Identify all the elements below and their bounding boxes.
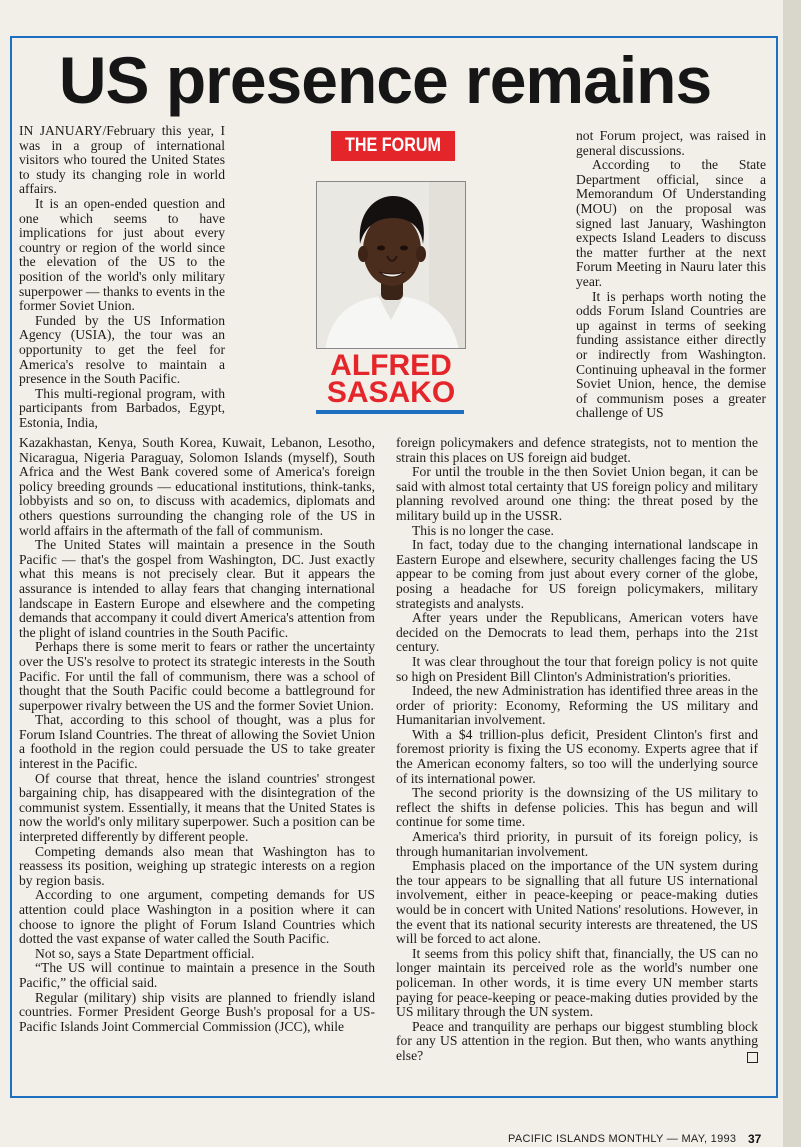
footer-publication: PACIFIC ISLANDS MONTHLY — MAY, 1993 [508,1133,737,1145]
paragraph: That, according to this school of thought, was a plus for Forum Island Countries. The threat of allowing the Soviet Union a foothold in the region could persuade the US to take greater interest in the Pacific. [19,712,375,772]
paragraph: This multi-regional program, with participants from Barbados, Egypt, Estonia, India, [19,385,225,430]
paragraph: Kazakhastan, Kenya, South Korea, Kuwait, Lebanon, Lesotho, Nicaragua, Nigeria Paraguay, Solomon Islands (myself), South Africa and the West Bank covered some of America's foreign policy breeding grounds — educational institutions, think-tanks, lobbyists and so on, to discuss with academics, diplomats and others questions surrounding the changing role of the US in world affairs in the aftermath of the fall of communism. [19,435,375,538]
paragraph: According to the State Department official, since a Memorandum Of Understanding (MOU) on the proposal was signed last January, Washington expects Island Leaders to discuss the matter further at the next Forum Meeting in Nauru later this year. [576,157,766,289]
paragraph: After years under the Republicans, American voters have decided on the Democrats to lead them, perhaps into the 21st century. [396,610,758,655]
paragraph: Emphasis placed on the importance of the UN system during the tour appears to be signalling that all future US international involvement, either in peace-keeping or peace-making duties would be in concert with United Nations' resolutions. However, in the event that its national security interests are threatened, the US will be forced to act alone. [396,858,758,947]
paragraph: According to one argument, competing demands for US attention could place Washington in a position where it can choose to ignore the plight of Forum Island Countries which dotted the vast expanse of water called the South Pacific. [19,887,375,947]
paragraph: It is perhaps worth noting the odds Forum Island Countries are up against in terms of seeking funding assistance either directly or indirectly from Washington. Continuing upheaval in the former Soviet Union, hence, the demise of communism poses a greater challenge of US [576,288,766,421]
author-portrait-icon [317,182,466,349]
author-photo [316,181,466,349]
paragraph: It was clear throughout the tour that foreign policy is not quite so high on President Bill Clinton's Administration's priorities. [396,653,758,684]
paragraph: For until the trouble in the then Soviet Union began, it can be said with almost total certainty that US foreign policy and military planning revolved around one thing: the threat posed by the military build up in the USSR. [396,464,758,523]
page-edge [783,0,801,1147]
paragraph: Not so, says a State Department official. [35,945,255,961]
page-number: 37 [748,1132,762,1146]
paragraph: It is an open-ended question and one which seems to have implications for just about every country or region of the world since the elevation of the US to the position of the world's only military superpower — thanks to events in the former Soviet Union. [19,195,225,314]
paragraph: Perhaps there is some merit to fears or rather the uncertainty over the US's resolve to protect its strategic interests in the South Pacific. For until the fall of communism, there was a school of thought that the South Pacific could become a battleground for superpower rivalry between the US and the former Soviet Union. [19,639,375,713]
paragraph: Indeed, the new Administration has identified three areas in the order of priority: Economy, Reforming the US military and Humanitarian involvement. [396,683,758,728]
paragraph: IN JANUARY/February this year, I was in a group of international visitors who toured the United States to study its changing role in world affairs. [19,123,225,197]
column-2 [19,436,375,1034]
paragraph: not Forum project, was raised in general discussions. [576,128,766,158]
headline: US presence remains [58,43,712,117]
column-3 [576,129,766,421]
paragraph: It seems from this policy shift that, financially, the US can no longer maintain its perceived role as the world's number one policeman. In other words, it is time every UN member starts paying for peace-keeping or peace-making duties provided by the US military through the UN system. [396,945,758,1020]
paragraph [396,1020,758,1064]
paragraph: foreign policymakers and defence strategists, not to mention the strain this places on US foreign aid budget. [396,435,758,465]
paragraph: The United States will maintain a presence in the South Pacific — that's the gospel from Washington, DC. Just exactly what this means is not precisely clear. But it appears the assurance is intended to allay fears that changing international landscape in Eastern Europe and elsewhere and the competing demands that accompany it could divert America's attention from the plight of island countries in the South Pacific. [19,537,375,640]
paragraph: Funded by the US Information Agency (USIA), the tour was an opportunity to get the feel for America's resolve to maintain a presence in the South Pacific. [19,312,225,387]
paragraph: The second priority is the downsizing of the US military to reflect the shifts in defense policies. This has begun and will continue for some time. [396,785,758,830]
section-badge: THE FORUM [331,131,455,161]
paragraph: Regular (military) ship visits are planned to friendly island countries. Former President George Bush's proposal for a US-Pacific Islands Joint Commercial Commission (JCC), while [19,989,375,1034]
paragraph: With a $4 trillion-plus deficit, President Clinton's first and foremost priority is fixing the US economy. Experts agree that if the American economy falters, so too will the underlying source of its international power. [396,726,758,786]
paragraph: Competing demands also mean that Washington has to reassess its position, weighing up strategic interests on a region by region basis. [19,843,375,888]
column-4 [396,436,758,1064]
paragraph: “The US will continue to maintain a presence in the South Pacific,” the official said. [19,960,375,990]
paragraph: In fact, today due to the changing international landscape in Eastern Europe and elsewhere, security challenges facing the US appear to be coming from just about every corner of the globe, posing a headache for US foreign policymakers, military strategists and analysts. [396,537,758,611]
paragraph: This is no longer the case. [412,522,554,538]
paragraph: Of course that threat, hence the island countries' strongest bargaining chip, has disappeared with the disintegration of the communist system. Essentially, it means that the United States is now the world's only military superpower. Such a position can be interpreted differently by different people. [19,770,375,845]
author-rule [316,410,464,414]
author-name: ALFRED SASAKO [326,349,456,409]
column-1 [19,124,225,430]
paragraph-text: Peace and tranquility are perhaps our biggest stumbling block for any US attention in the region. But then, who wants anything else? [396,1018,758,1063]
end-mark-icon [747,1052,758,1063]
paragraph: America's third priority, in pursuit of its foreign policy, is through humanitarian involvement. [396,829,758,859]
